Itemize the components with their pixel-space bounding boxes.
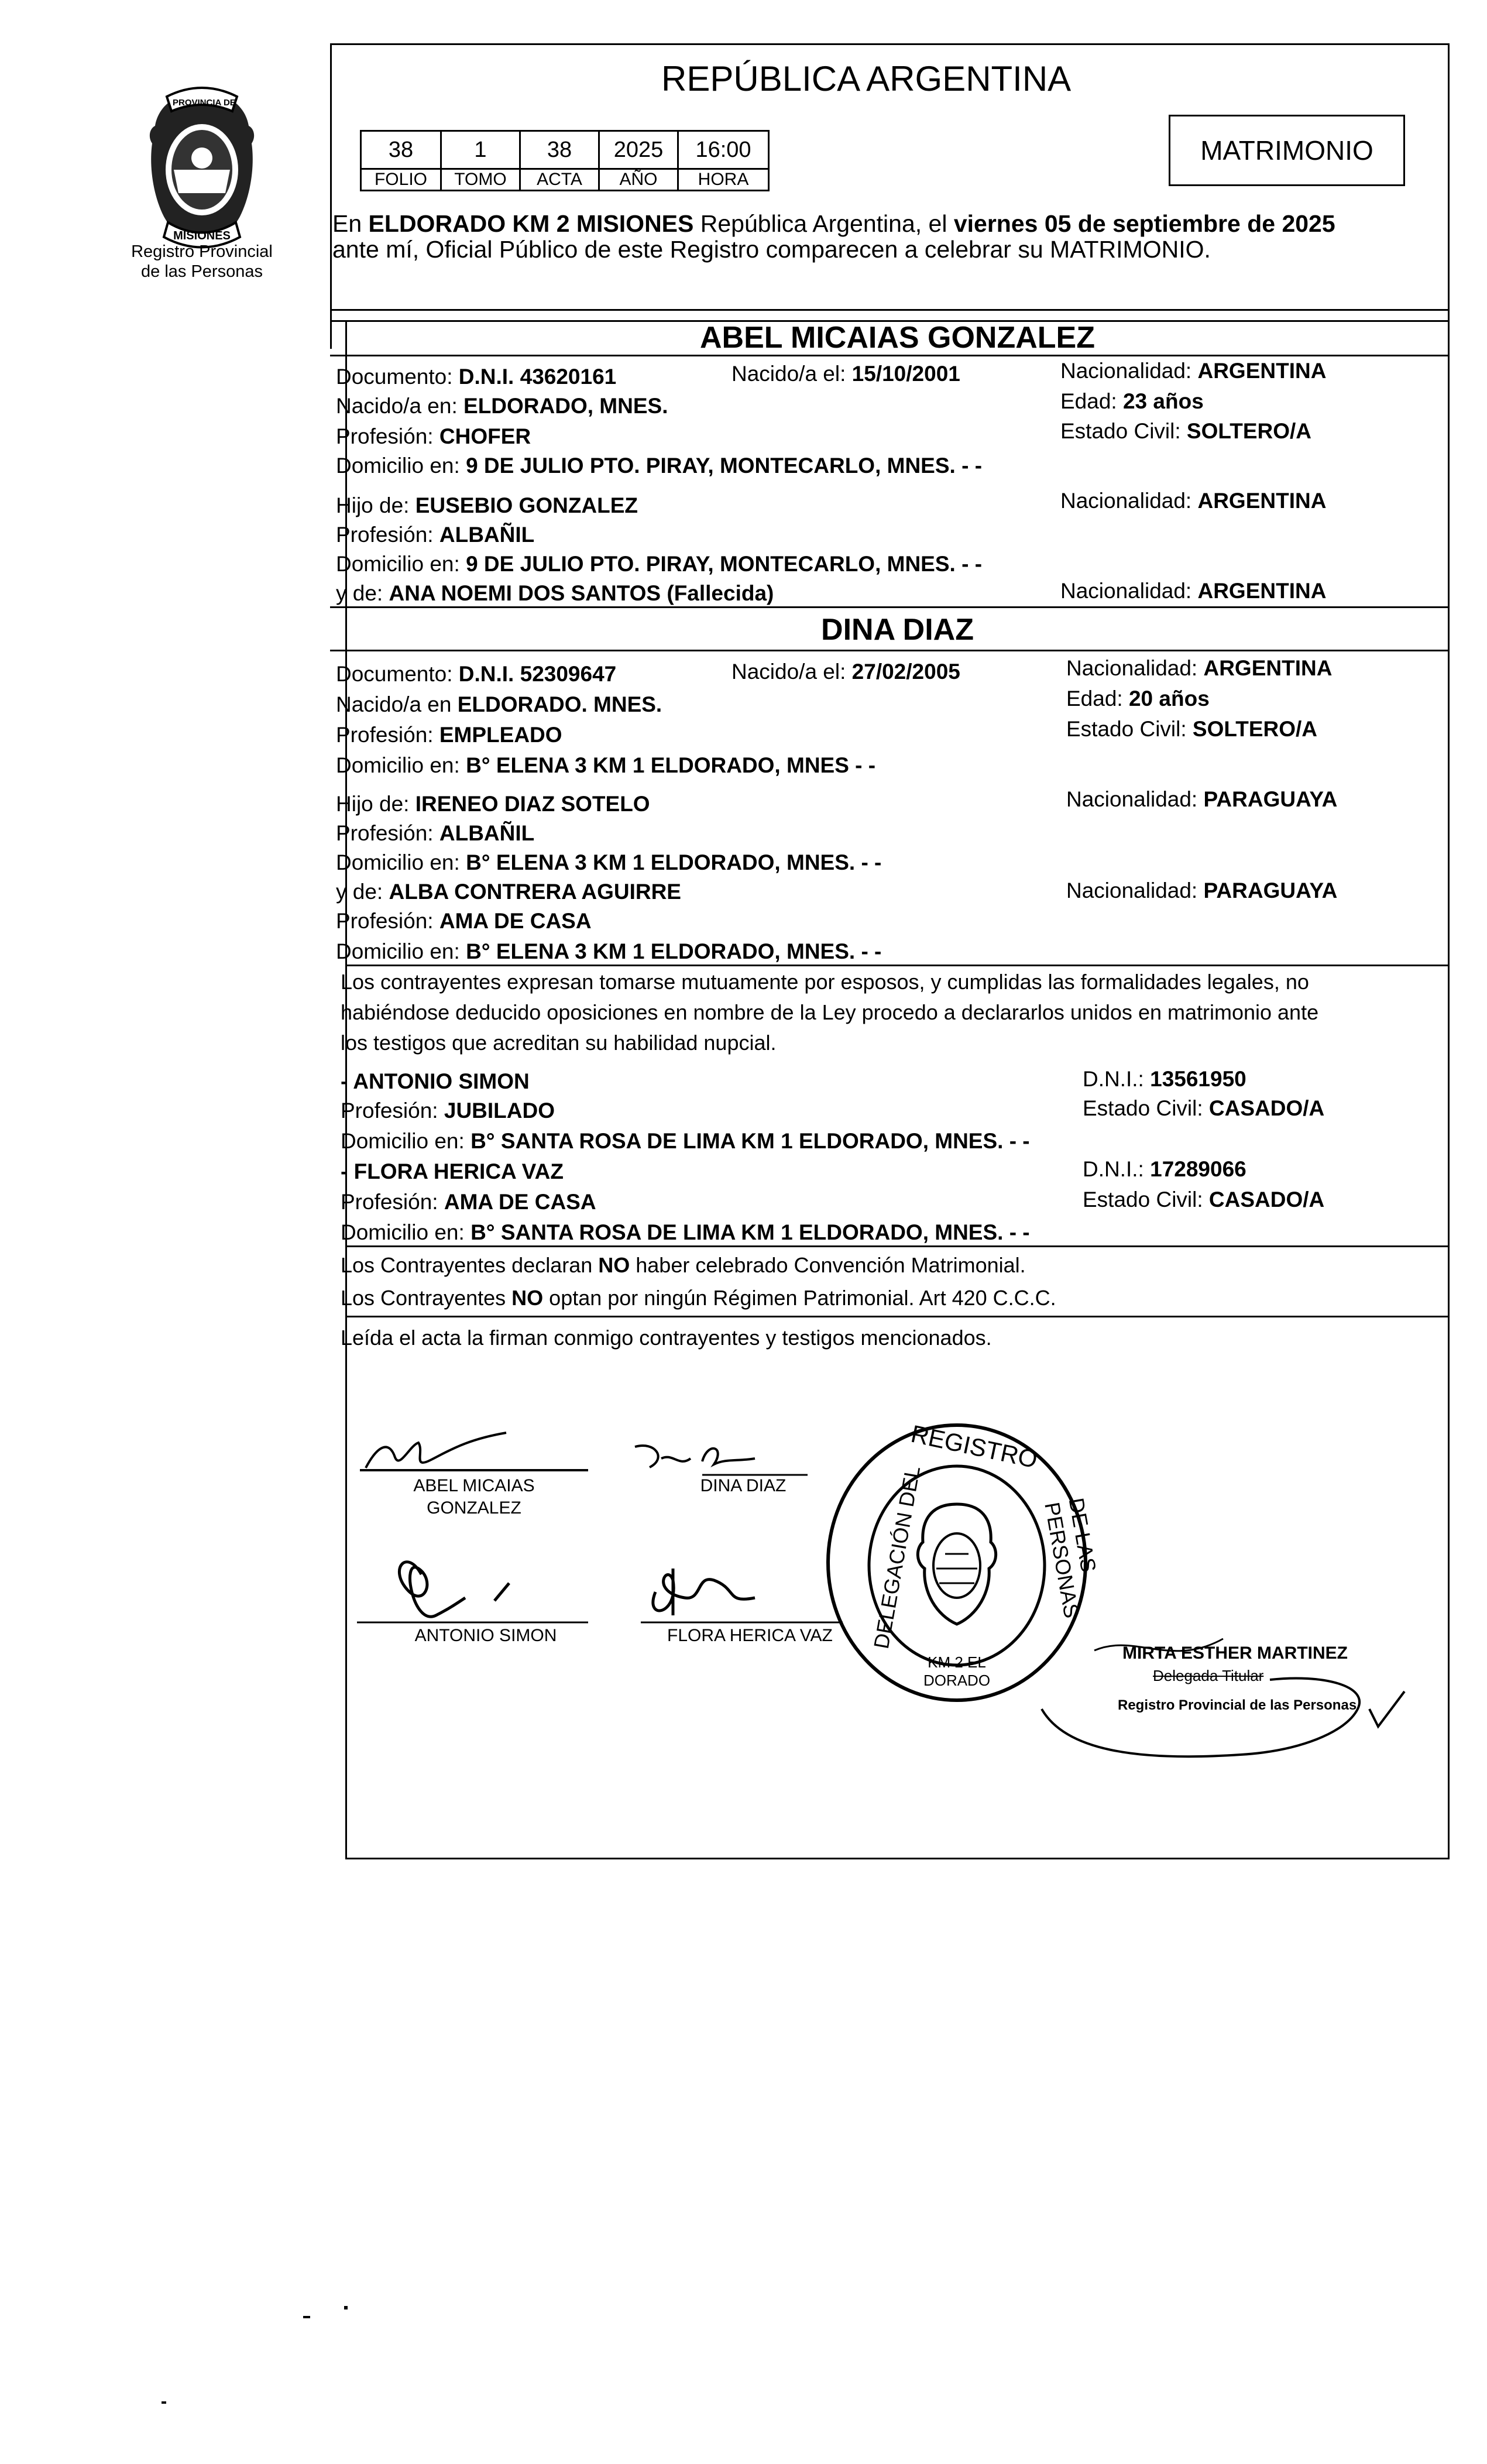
stray-mark-2: [344, 2306, 348, 2309]
registry-name-line1: Registro Provincial: [131, 242, 273, 261]
bride-nacido-en: Nacido/a en ELDORADO. MNES.: [336, 692, 662, 716]
witness2-signature-scribble-icon: [638, 1557, 849, 1633]
declaration-line3: los testigos que acreditan su habilidad nupcial.: [341, 1031, 777, 1055]
groom-signature-label-1: ABEL MICAIAS: [413, 1476, 535, 1495]
groom-padre-nacionalidad: Nacionalidad: ARGENTINA: [1060, 489, 1327, 513]
stamp-label-right: DE LAS PERSONAS: [1040, 1496, 1101, 1620]
bride-madre-profesion: Profesión: AMA DE CASA: [336, 909, 592, 933]
record-label-hora: HORA: [677, 168, 770, 191]
official-name: MIRTA ESTHER MARTINEZ: [1122, 1643, 1348, 1663]
stamp-inner-text: KM 2 EL DORADO: [923, 1653, 991, 1689]
bride-documento: Documento: D.N.I. 52309647: [336, 662, 617, 686]
bride-padre-domicilio: Domicilio en: B° ELENA 3 KM 1 ELDORADO, MNES. - -: [336, 850, 882, 874]
record-label-anio: AÑO: [598, 168, 679, 191]
bride-name: DINA DIAZ: [821, 613, 974, 647]
registry-name-line2: de las Personas: [141, 262, 263, 281]
witness1-dni: D.N.I.: 13561950: [1083, 1067, 1246, 1091]
official-role: Delegada Titular: [1153, 1667, 1264, 1684]
groom-nacido-el: Nacido/a el: 15/10/2001: [732, 362, 960, 386]
official-org: Registro Provincial de las Personas: [1118, 1697, 1357, 1713]
record-label-acta: ACTA: [519, 168, 600, 191]
witness1-signature: [354, 1545, 600, 1633]
record-cell-anio: 2025: [598, 130, 679, 170]
witness2-signature-label: FLORA HERICA VAZ: [667, 1626, 833, 1645]
bride-signature: [632, 1435, 808, 1476]
groom-signature: [354, 1428, 600, 1475]
bride-domicilio: Domicilio en: B° ELENA 3 KM 1 ELDORADO, MNES - -: [336, 753, 876, 777]
record-cell-tomo: 1: [440, 130, 521, 170]
bride-estado-civil: Estado Civil: SOLTERO/A: [1066, 717, 1318, 741]
header-title: REPÚBLICA ARGENTINA: [661, 59, 1072, 98]
record-cell-acta: 38: [519, 130, 600, 170]
groom-nacido-en: Nacido/a en: ELDORADO, MNES.: [336, 394, 668, 418]
intro-line1: En ELDORADO KM 2 MISIONES República Argentina, el viernes 05 de septiembre de 2025: [332, 210, 1335, 237]
closing-text: Leída el acta la firman conmigo contrayentes y testigos mencionados.: [341, 1326, 992, 1350]
convention-line2: Los Contrayentes NO optan por ningún Régimen Patrimonial. Art 420 C.C.C.: [341, 1286, 1056, 1310]
bride-padre-profesion: Profesión: ALBAÑIL: [336, 821, 535, 845]
bride-profesion: Profesión: EMPLEADO: [336, 723, 562, 747]
record-cell-hora: 16:00: [677, 130, 770, 170]
witness1-name: - ANTONIO SIMON: [341, 1069, 530, 1093]
registry-logo: [132, 82, 272, 252]
bride-signature-label: DINA DIAZ: [700, 1476, 787, 1495]
groom-signature-label-2: GONZALEZ: [427, 1498, 521, 1518]
groom-domicilio: Domicilio en: 9 DE JULIO PTO. PIRAY, MONTECARLO, MNES. - -: [336, 454, 983, 478]
witness1-profesion: Profesión: JUBILADO: [341, 1099, 555, 1123]
bride-madre: y de: ALBA CONTRERA AGUIRRE: [336, 880, 681, 904]
groom-name: ABEL MICAIAS GONZALEZ: [699, 321, 1095, 355]
groom-profesion: Profesión: CHOFER: [336, 424, 531, 448]
document-type: MATRIMONIO: [1200, 135, 1373, 166]
bride-padre: Hijo de: IRENEO DIAZ SOTELO: [336, 792, 650, 816]
record-cell-folio: 38: [360, 130, 442, 170]
witness2-dni: D.N.I.: 17289066: [1083, 1157, 1246, 1181]
official-signature: [1018, 1615, 1416, 1762]
groom-padre: Hijo de: EUSEBIO GONZALEZ: [336, 493, 638, 517]
witness2-estado-civil: Estado Civil: CASADO/A: [1083, 1188, 1325, 1212]
groom-padre-domicilio: Domicilio en: 9 DE JULIO PTO. PIRAY, MONTECARLO, MNES. - -: [336, 552, 983, 576]
stray-mark-3: [162, 2401, 166, 2404]
groom-nacionalidad: Nacionalidad: ARGENTINA: [1060, 359, 1327, 383]
bride-nacido-el: Nacido/a el: 27/02/2005: [732, 660, 960, 684]
witness2-name: - FLORA HERICA VAZ: [341, 1159, 564, 1183]
groom-edad: Edad: 23 años: [1060, 389, 1204, 413]
logo-bottom-text: MISIONES: [173, 229, 231, 242]
groom-signature-scribble-icon: [354, 1428, 600, 1475]
bride-edad: Edad: 20 años: [1066, 687, 1210, 711]
bride-padre-nacionalidad: Nacionalidad: PARAGUAYA: [1066, 787, 1338, 811]
bride-madre-domicilio: Domicilio en: B° ELENA 3 KM 1 ELDORADO, MNES. - -: [336, 939, 882, 963]
bride-signature-scribble-icon: [632, 1435, 808, 1476]
logo-top-text: PROVINCIA DE: [173, 98, 236, 108]
declaration-line2: habiéndose deducido oposiciones en nombre de la Ley procedo a declararlos unidos en matrimonio ante: [341, 1000, 1319, 1024]
witness2-domicilio: Domicilio en: B° SANTA ROSA DE LIMA KM 1 ELDORADO, MNES. - -: [341, 1220, 1030, 1244]
record-label-tomo: TOMO: [440, 168, 521, 191]
document-type-box: [1169, 115, 1405, 186]
official-signature-scribble-icon: [1018, 1615, 1416, 1762]
groom-madre-nacionalidad: Nacionalidad: ARGENTINA: [1060, 579, 1327, 603]
witness1-signature-label: ANTONIO SIMON: [414, 1626, 557, 1645]
witness2-signature: [638, 1557, 849, 1633]
convention-line1: Los Contrayentes declaran NO haber celebrado Convención Matrimonial.: [341, 1253, 1026, 1277]
witness1-signature-scribble-icon: [354, 1545, 600, 1633]
bride-madre-nacionalidad: Nacionalidad: PARAGUAYA: [1066, 878, 1338, 902]
stamp-label-top: REGISTRO: [908, 1419, 1040, 1474]
bride-nacionalidad: Nacionalidad: ARGENTINA: [1066, 656, 1333, 680]
intro-line2: ante mí, Oficial Público de este Registro comparecen a celebrar su MATRIMONIO.: [332, 236, 1211, 263]
groom-padre-profesion: Profesión: ALBAÑIL: [336, 523, 535, 547]
stray-mark-1: [303, 2316, 310, 2318]
record-label-folio: FOLIO: [360, 168, 442, 191]
stamp-label-left: DELEGACIÓN DEL: [868, 1464, 925, 1651]
groom-madre: y de: ANA NOEMI DOS SANTOS (Fallecida): [336, 581, 774, 605]
witness1-estado-civil: Estado Civil: CASADO/A: [1083, 1096, 1325, 1120]
groom-documento: Documento: D.N.I. 43620161: [336, 365, 617, 389]
witness2-profesion: Profesión: AMA DE CASA: [341, 1190, 596, 1214]
witness1-domicilio: Domicilio en: B° SANTA ROSA DE LIMA KM 1 ELDORADO, MNES. - -: [341, 1129, 1030, 1153]
groom-estado-civil: Estado Civil: SOLTERO/A: [1060, 419, 1312, 443]
declaration-line1: Los contrayentes expresan tomarse mutuamente por esposos, y cumplidas las formalidades legales, no: [341, 970, 1309, 994]
